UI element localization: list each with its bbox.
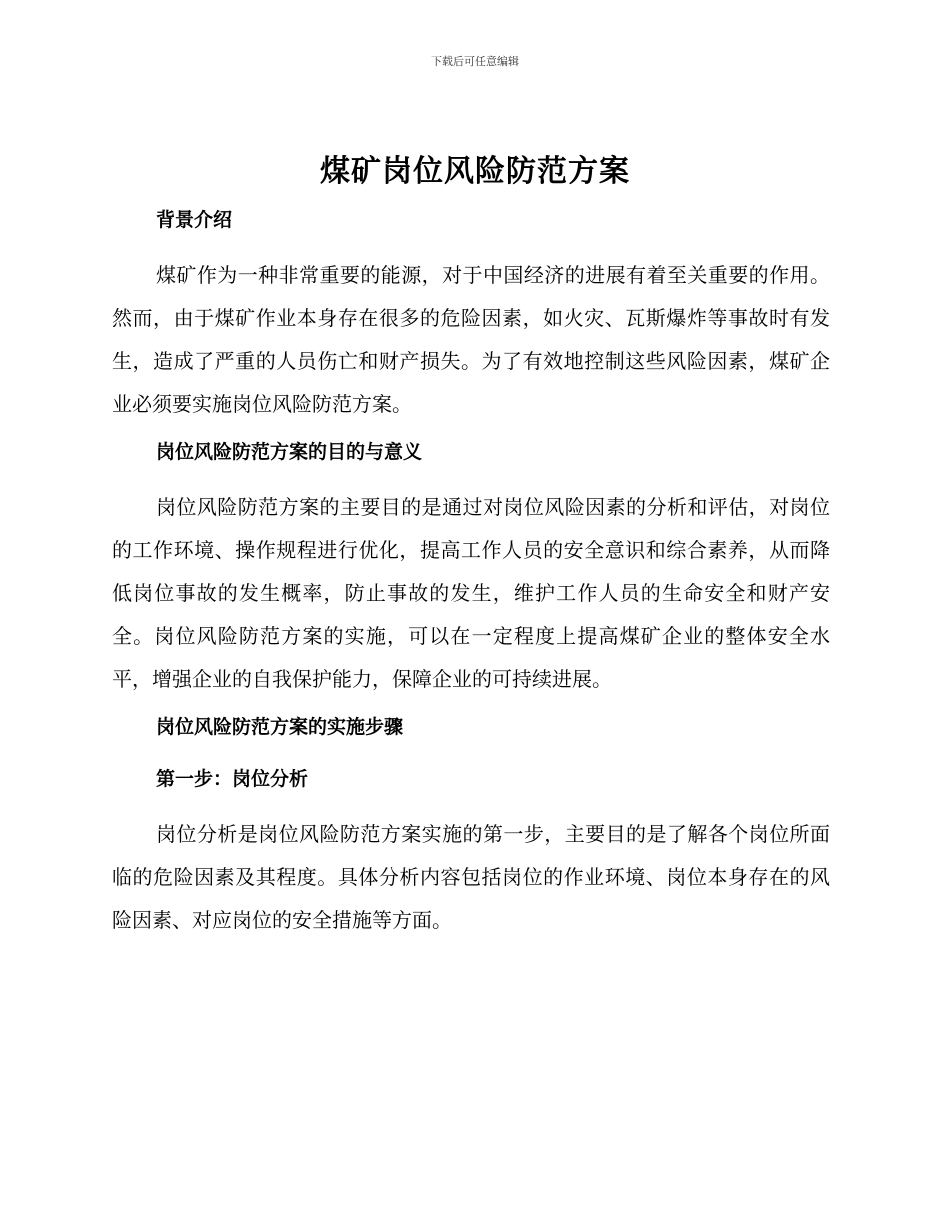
section-paragraph-background: 煤矿作为一种非常重要的能源，对于中国经济的进展有着至关重要的作用。然而，由于煤矿作业本身存在很多的危险因素，如火灾、瓦斯爆炸等事故时有发生，造成了严重的人员伤亡和财产损失。为了有效地控制这些风险因素，煤矿企业必须要实施岗位风险防范方案。 <box>112 263 830 416</box>
page-header-note: 下载后可任意编辑 <box>431 55 519 68</box>
section-heading-step-one: 第一步：岗位分析 <box>156 768 309 790</box>
document-title: 煤矿岗位风险防范方案 <box>320 154 630 189</box>
section-paragraph-purpose: 岗位风险防范方案的主要目的是通过对岗位风险因素的分析和评估，对岗位的工作环境、操作规程进行优化，提高工作人员的安全意识和综合素养，从而降低岗位事故的发生概率，防止事故的发生，维护工作人员的生命安全和财产安全。岗位风险防范方案的实施，可以在一定程度上提高煤矿企业的整体安全水平，增强企业的自我保护能力，保障企业的可持续进展。 <box>112 495 830 691</box>
section-heading-background: 背景介绍 <box>156 209 233 231</box>
section-paragraph-step-one: 岗位分析是岗位风险防范方案实施的第一步，主要目的是了解各个岗位所面临的危险因素及其程度。具体分析内容包括岗位的作业环境、岗位本身存在的风险因素、对应岗位的安全措施等方面。 <box>112 822 830 932</box>
document-body <box>112 202 830 942</box>
section-heading-steps: 岗位风险防范方案的实施步骤 <box>156 716 404 738</box>
section-heading-purpose: 岗位风险防范方案的目的与意义 <box>156 441 423 463</box>
